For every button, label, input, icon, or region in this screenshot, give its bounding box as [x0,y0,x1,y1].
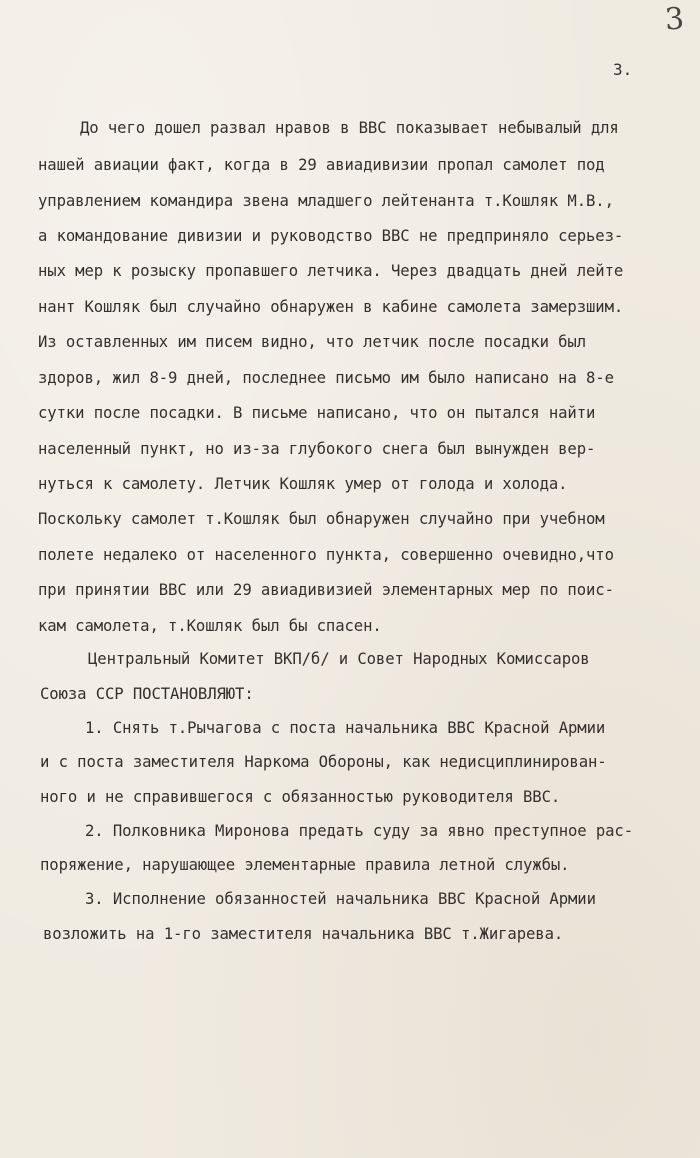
text-line-1: До чего дошел развал нравов в ВВС показывает небывалый для [80,119,619,137]
text-line-8: здоров, жил 8-9 дней, последнее письмо им было написано на 8-е [38,369,614,387]
text-line-24: возложить на 1-го заместителя начальника ВВС т.Жигарева. [43,925,564,943]
archive-page-number: 3 [663,1,686,38]
text-line-11: нуться к самолету. Летчик Кошляк умер от голода и холода. [38,475,568,493]
text-line-22: поряжение, нарушающее элементарные правила летной службы. [40,856,570,874]
text-line-13: полете недалеко от населенного пункта, совершенно очевидно,что [38,546,614,564]
text-line-7: Из оставленных им писем видно, что летчик после посадки был [38,333,587,351]
text-line-19: и с поста заместителя Наркома Обороны, как недисциплинирован- [40,753,607,771]
text-line-12: Поскольку самолет т.Кошляк был обнаружен случайно при учебном [38,510,605,528]
text-line-9: сутки после посадки. В письме написано, что он пытался найти [38,404,596,422]
page-number: 3. [613,60,633,79]
text-line-2: нашей авиации факт, когда в 29 авиадивизии пропал самолет под [38,156,605,174]
text-line-4: а командование дивизии и руководство ВВС не предприняло серьез- [38,227,624,245]
text-line-3: управлением командира звена младшего лейтенанта т.Кошляк М.В., [38,192,614,210]
text-line-16: Центральный Комитет ВКП/б/ и Совет Народных Комиссаров [88,650,590,668]
text-line-20: ного и не справившегося с обязанностью руководителя ВВС. [40,788,561,806]
text-line-6: нант Кошляк был случайно обнаружен в кабине самолета замерзшим. [38,298,624,316]
text-line-14: при принятии ВВС или 29 авиадивизией элементарных мер по поис- [38,581,614,599]
text-line-17: Союза ССР ПОСТАНОВЛЯЮТ: [40,685,254,703]
text-line-5: ных мер к розыску пропавшего летчика. Через двадцать дней лейте [38,262,624,280]
text-line-15: кам самолета, т.Кошляк был бы спасен. [38,617,382,635]
text-line-21: 2. Полковника Миронова предать суду за явно преступное рас- [85,822,634,840]
text-line-23: 3. Исполнение обязанностей начальника ВВС Красной Армии [85,890,596,908]
text-line-18: 1. Снять т.Рычагова с поста начальника ВВС Красной Армии [85,719,606,737]
text-line-10: населенный пункт, но из-за глубокого снега был вынужден вер- [38,440,596,458]
